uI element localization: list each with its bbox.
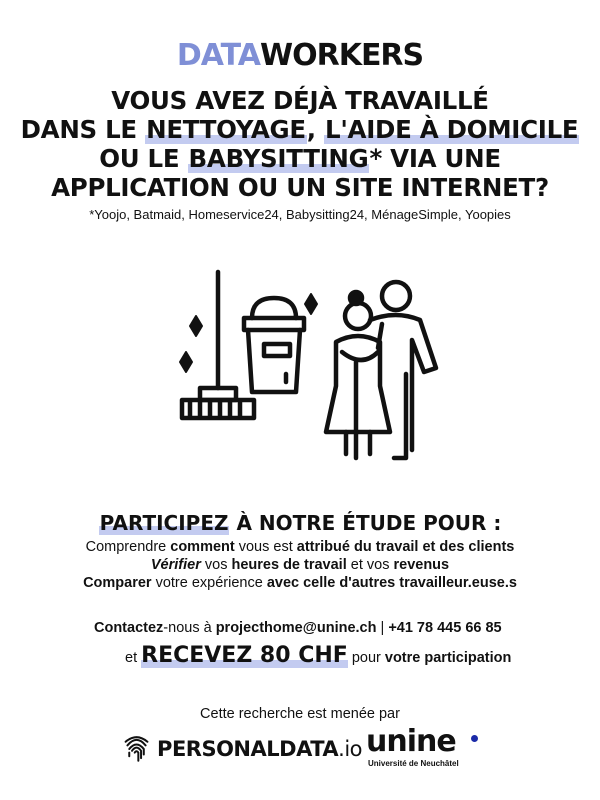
contact-phone[interactable]: +41 78 445 66 85 xyxy=(388,620,502,636)
headline-line-4: APPLICATION OU UN SITE INTERNET? xyxy=(51,173,549,202)
apps-note: *Yoojo, Batmaid, Homeservice24, Babysitting24, MénageSimple, Yoopies xyxy=(89,207,511,222)
fingerprint-icon xyxy=(122,733,151,765)
logo-workers: WORKERS xyxy=(260,38,424,73)
dataworkers-logo xyxy=(0,38,600,74)
unine-wordmark: unine xyxy=(366,724,456,759)
reward-line: et RECEVEZ 80 CHF pour votre participation xyxy=(125,643,512,668)
study-bullet-1: Comprendre comment vous est attribué du travail et des clients xyxy=(85,539,515,555)
unine-subtitle: Université de Neuchâtel xyxy=(368,759,459,768)
highlight-babysitting: BABYSITTING xyxy=(188,144,369,173)
contact-email-link[interactable]: projecthome@unine.ch xyxy=(215,620,377,636)
logo-data: DATA xyxy=(176,38,260,73)
reward-amount: RECEVEZ 80 CHF xyxy=(141,643,348,668)
headline-line-1: VOUS AVEZ DÉJÀ TRAVAILLÉ xyxy=(111,86,489,115)
unine-logo xyxy=(366,725,486,775)
headline-line-3: OU LE BABYSITTING* VIA UNE xyxy=(99,144,501,173)
study-bullet-2: Vérifier vos heures de travail et vos revenus xyxy=(150,557,450,573)
cleaning-and-caregiving-icon xyxy=(160,262,450,472)
personaldata-wordmark: PERSONALDATA.io xyxy=(157,737,362,761)
headline-line-2: DANS LE NETTOYAGE, L'AIDE À DOMICILE xyxy=(20,115,579,144)
research-credit: Cette recherche est menée par xyxy=(200,706,400,722)
study-title: PARTICIPEZ À NOTRE ÉTUDE POUR : xyxy=(99,511,502,535)
unine-dot xyxy=(471,735,478,742)
highlight-nettoyage: NETTOYAGE xyxy=(146,115,306,144)
personaldata-logo xyxy=(122,732,362,766)
study-bullet-3: Comparer votre expérience avec celle d'autres travailleur.euse.s xyxy=(83,575,517,591)
highlight-participez: PARTICIPEZ xyxy=(99,511,229,535)
contact-line: Contactez-nous à projecthome@unine.ch | +41 78 445 66 85 xyxy=(94,620,502,636)
highlight-aide-domicile: L'AIDE À DOMICILE xyxy=(325,115,579,144)
